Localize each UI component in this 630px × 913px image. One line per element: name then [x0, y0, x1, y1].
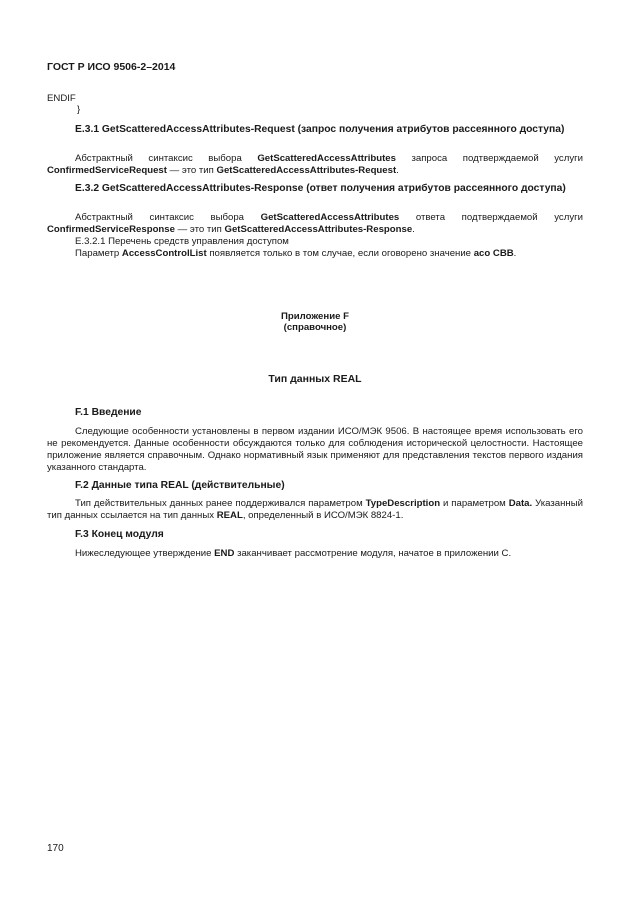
section-f3-heading: F.3 Конец модуля [75, 529, 164, 540]
code-endif: ENDIF [47, 93, 76, 104]
annex-title: Приложение F [281, 311, 349, 322]
section-e32-text: Абстрактный синтаксис выбора GetScatteredAccessAttributes ответа подтверждаемой услуги ConfirmedServiceResponse — это тип GetScatteredAccessAttributes-Response. [47, 212, 583, 235]
section-e31-heading: Е.3.1 GetScatteredAccessAttributes-Request (запрос получения атрибутов рассеянного доступа) [75, 124, 565, 135]
section-f2-text: Тип действительных данных ранее поддерживался параметром TypeDescription и параметром Data. Указанный тип данных ссылается на тип данных REAL, определенный в ИСО/МЭК 8824-1. [47, 498, 583, 521]
document-header: ГОСТ Р ИСО 9506-2–2014 [47, 61, 176, 73]
section-e31-text: Абстрактный синтаксис выбора GetScatteredAccessAttributes запроса подтверждаемой услуги ConfirmedServiceRequest — это тип GetScatteredAccessAttributes-Request. [47, 153, 583, 176]
section-e321-text: Параметр AccessControlList появляется только в том случае, если оговорено значение aco CBB. [75, 248, 517, 259]
section-f1-text: Следующие особенности установлены в первом издании ИСО/МЭК 9506. В настоящее время использовать его не рекомендуется. Данные особенности обсуждаются только для соблюдения исторической целостности. Настоящее приложение является справочным. Однако нормативный язык применяют для представления текстов первого издания указанного стандарта. [47, 426, 583, 473]
section-e32-heading: Е.3.2 GetScatteredAccessAttributes-Response (ответ получения атрибутов рассеянного доступа) [75, 183, 566, 194]
page-number: 170 [47, 843, 64, 854]
section-f2-heading: F.2 Данные типа REAL (действительные) [75, 480, 285, 491]
annex-heading: Тип данных REAL [268, 373, 362, 385]
section-f1-heading: F.1 Введение [75, 407, 142, 418]
code-closing-brace: } [77, 104, 81, 115]
section-e321-title: Е.3.2.1 Перечень средств управления доступом [75, 236, 289, 247]
annex-subtitle: (справочное) [283, 322, 347, 333]
section-f3-text: Нижеследующее утверждение END заканчивает рассмотрение модуля, начатое в приложении С. [75, 548, 512, 559]
